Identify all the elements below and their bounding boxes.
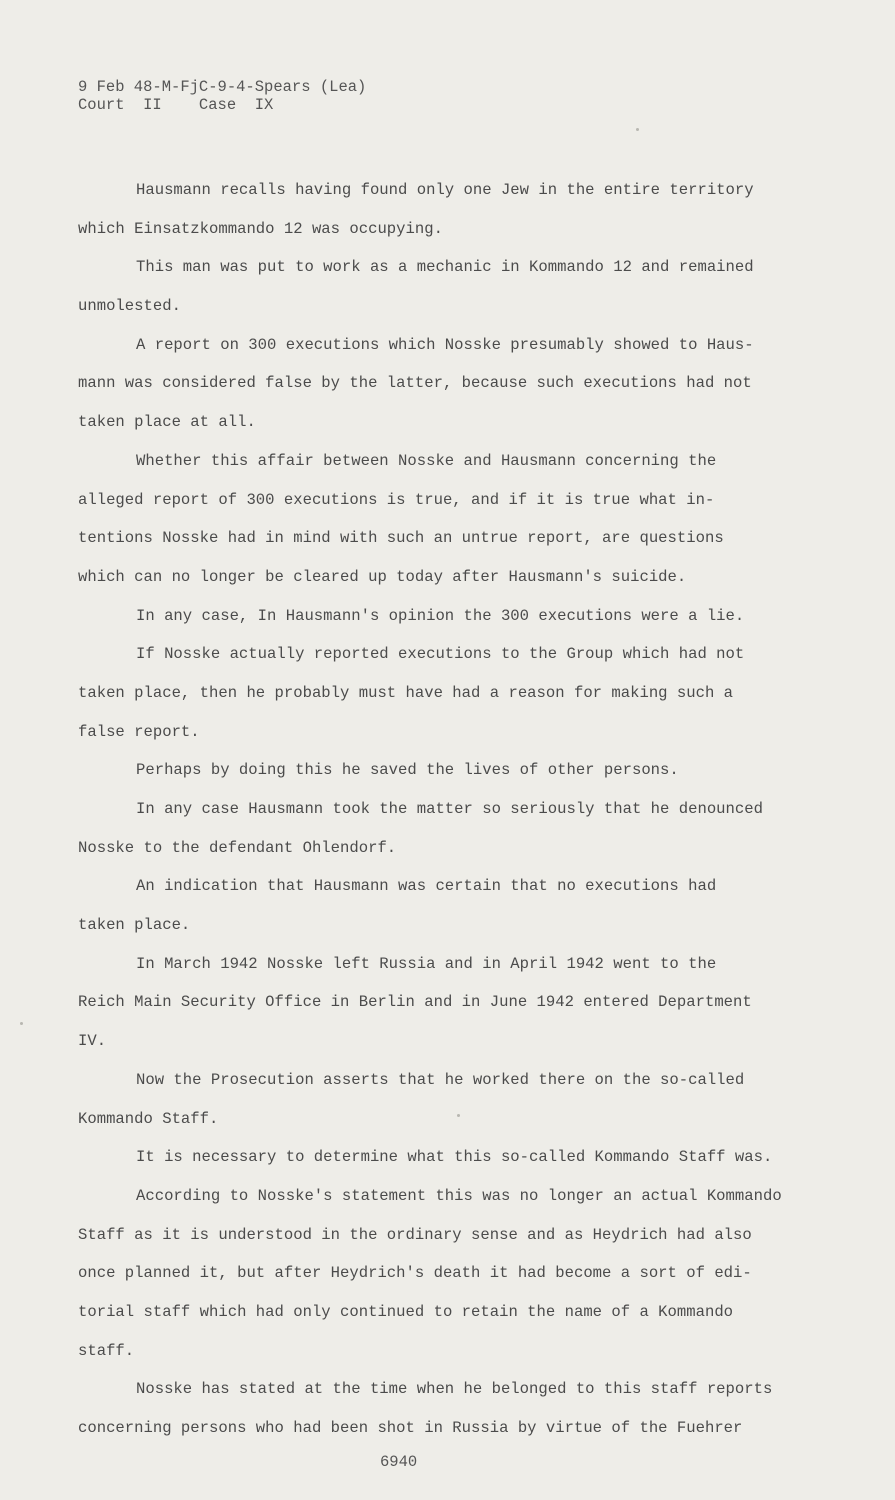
text-line: This man was put to work as a mechanic in Kommando 12 and remained [136,258,754,277]
document-body [78,171,818,1448]
text-line: According to Nosske's statement this was no longer an actual Kommando [136,1186,782,1205]
text-line: Reich Main Security Office in Berlin and in June 1942 entered Department [78,993,752,1012]
page-number: 6940 [380,1453,418,1471]
text-line: It is necessary to determine what this so-called Kommando Staff was. [136,1148,773,1167]
text-line: torial staff which had only continued to retain the name of a Kommando [78,1302,734,1321]
text-line: which Einsatzkommando 12 was occupying. [78,219,443,238]
text-line: Whether this affair between Nosske and Hausmann concerning the [136,451,717,470]
text-line: If Nosske actually reported executions to the Group which had not [136,645,745,664]
text-line: In any case Hausmann took the matter so seriously that he denounced [136,800,763,818]
text-line: concerning persons who had been shot in Russia by virtue of the Fuehrer [78,1419,743,1437]
text-line: Kommando Staff. [78,1109,219,1128]
text-line: Nosske to the defendant Ohlendorf. [78,838,397,857]
text-line: A report on 300 executions which Nosske presumably showed to Haus- [136,335,754,354]
text-line: Staff as it is understood in the ordinary sense and as Heydrich had also [78,1225,752,1244]
text-line: once planned it, but after Heydrich's death it had become a sort of edi- [78,1264,752,1283]
text-line: taken place at all. [78,413,256,432]
text-line: In any case, In Hausmann's opinion the 300 executions were a lie. [136,606,745,625]
text-line: Hausmann recalls having found only one Jew in the entire territory [136,181,754,199]
text-line: mann was considered false by the latter, because such executions had not [78,374,752,393]
text-line: IV. [78,1032,107,1051]
text-line: unmolested. [78,297,181,316]
header-line-2: Court II Case IX [78,96,274,114]
text-line: which can no longer be cleared up today after Hausmann's suicide. [78,567,687,586]
text-line: Perhaps by doing this he saved the lives of other persons. [136,761,679,780]
text-line: staff. [78,1341,135,1360]
text-line: Now the Prosecution asserts that he worked there on the so-called [136,1070,745,1089]
paper-speck [20,1022,23,1025]
paper-speck [636,128,639,131]
document-header [78,78,366,114]
text-line: false report. [78,722,200,741]
text-line: taken place, then he probably must have had a reason for making such a [78,683,734,702]
text-line: tentions Nosske had in mind with such an untrue report, are questions [78,529,724,548]
text-line: taken place. [78,916,191,935]
text-line: In March 1942 Nosske left Russia and in April 1942 went to the [136,954,717,973]
text-line: Nosske has stated at the time when he belonged to this staff reports [136,1380,773,1399]
paper-speck [457,1114,460,1117]
text-line: alleged report of 300 executions is true, and if it is true what in- [78,490,715,509]
header-line-1: 9 Feb 48-M-FjC-9-4-Spears (Lea) [78,78,367,96]
text-line: An indication that Hausmann was certain that no executions had [136,877,717,896]
